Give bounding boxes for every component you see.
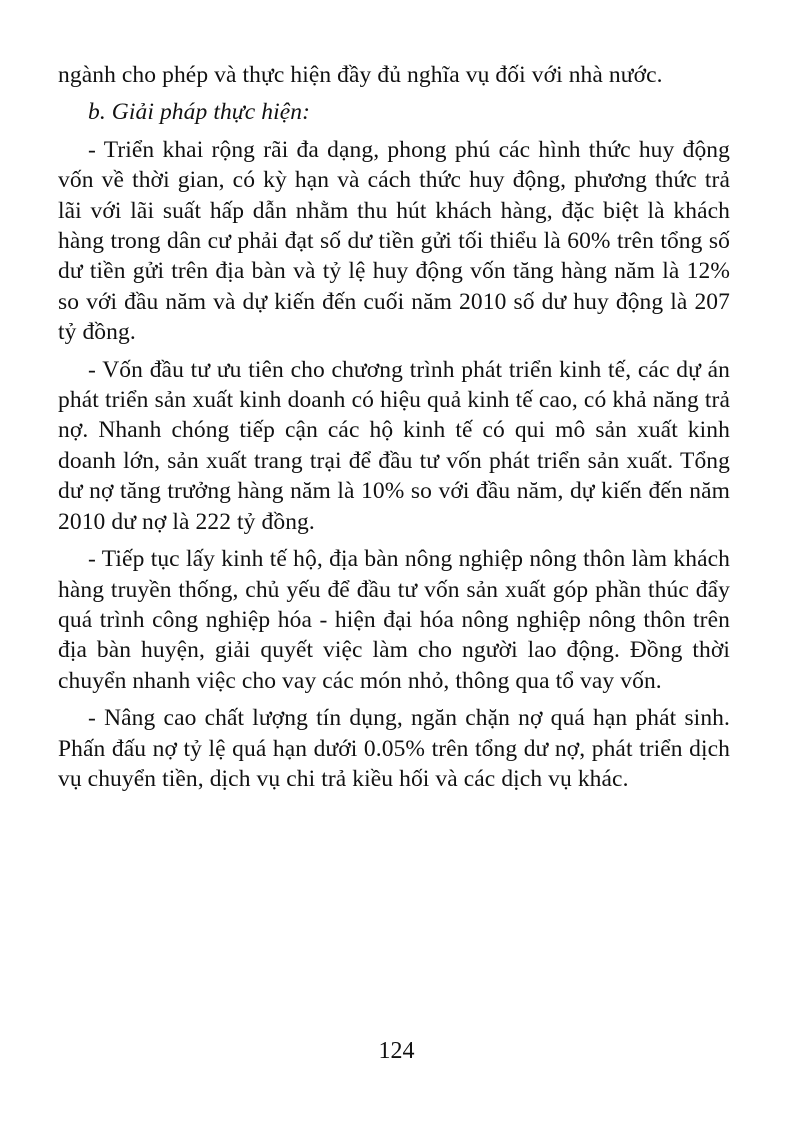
paragraph-continuation: ngành cho phép và thực hiện đầy đủ nghĩa vụ đối với nhà nước. xyxy=(58,62,663,88)
paragraph-household-economy: - Tiếp tục lấy kinh tế hộ, địa bàn nông nghiệp nông thôn làm khách hàng truyền thống, chủ yếu để đầu tư vốn sản xuất góp phần thúc đẩy quá trình công nghiệp hóa - hiện đại hóa nông nghiệp nông thôn trên địa bàn huyện, giải quyết việc làm cho người lao động. Đồng thời chuyển nhanh việc cho vay các món nhỏ, thông qua tổ vay vốn. xyxy=(58,546,730,694)
spacer xyxy=(58,90,730,97)
spacer xyxy=(58,537,730,544)
body-text xyxy=(58,60,730,794)
spacer xyxy=(58,128,730,135)
paragraph-investment-priority: - Vốn đầu tư ưu tiên cho chương trình phát triển kinh tế, các dự án phát triển sản xuất kinh doanh có hiệu quả kinh tế cao, có khả năng trả nợ. Nhanh chóng tiếp cận các hộ kinh tế có qui mô sản xuất kinh doanh lớn, sản xuất trang trại để đầu tư vốn phát triển sản xuất. Tổng dư nợ tăng trưởng hàng năm là 10% so với đầu năm, dự kiến đến năm 2010 dư nợ là 222 tỷ đồng. xyxy=(58,356,730,535)
spacer xyxy=(58,348,730,355)
section-heading: b. Giải pháp thực hiện: xyxy=(88,99,311,126)
paragraph-deposit-mobilization: - Triển khai rộng rãi đa dạng, phong phú các hình thức huy động vốn về thời gian, có kỳ hạn và cách thức huy động, phương thức trả lãi với lãi suất hấp dẫn nhằm thu hút khách hàng, đặc biệt là khách hàng trong dân cư phải đạt số dư tiền gửi tối thiểu là 60% trên tổng số dư tiền gửi trên địa bàn và tỷ lệ huy động vốn tăng hàng năm là 12% so với đầu năm và dự kiến đến cuối năm 2010 số dư huy động là 207 tỷ đồng. xyxy=(58,136,730,346)
page-number: 124 xyxy=(378,1038,415,1064)
spacer xyxy=(58,696,730,703)
paragraph-credit-quality: - Nâng cao chất lượng tín dụng, ngăn chặn nợ quá hạn phát sinh. Phấn đấu nợ tỷ lệ quá hạn dưới 0.05% trên tổng dư nợ, phát triển dịch vụ chuyển tiền, dịch vụ chi trả kiều hối và các dịch vụ khác. xyxy=(58,705,730,792)
